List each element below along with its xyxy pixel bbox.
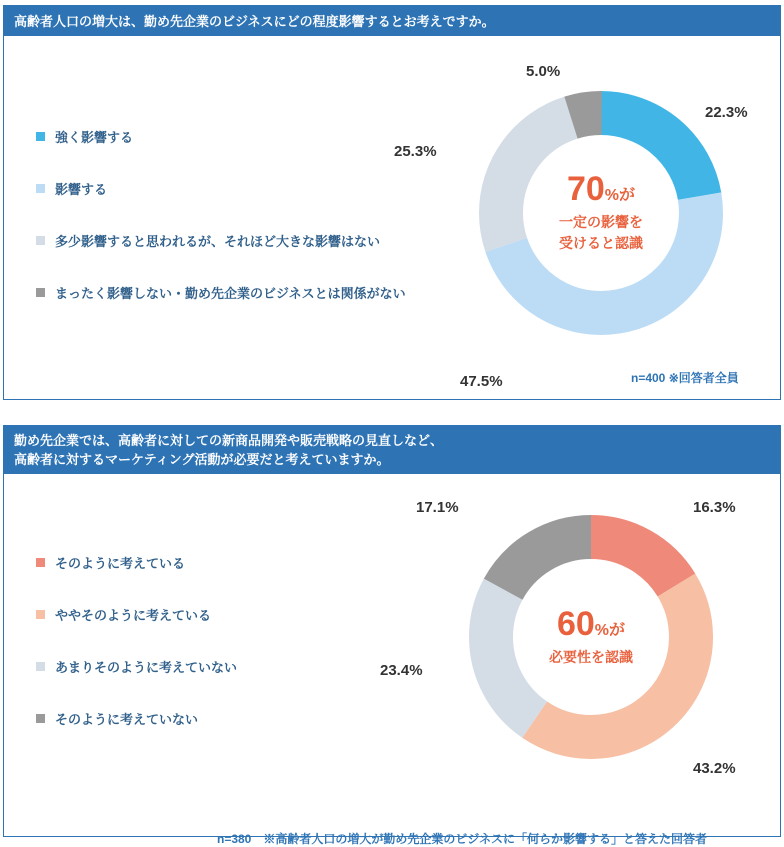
donut-chart-2 — [380, 499, 736, 777]
donut-1-label-1: 22.3% — [705, 104, 748, 121]
legend-item — [36, 554, 237, 570]
footnote-1: n=400 ※回答者全員 — [631, 371, 739, 385]
legend-item — [36, 710, 237, 726]
legend-swatch-icon — [36, 184, 45, 193]
panel-2-body — [4, 474, 780, 846]
donut-2-center-unit: %が — [594, 621, 626, 639]
donut-svg-1 — [466, 78, 736, 348]
legend-item — [36, 180, 406, 196]
legend-swatch-icon — [36, 132, 45, 141]
panel-question-2 — [3, 425, 781, 846]
legend-item-label: そのように考えていない — [55, 711, 199, 727]
legend-item-label: ややそのように考えている — [55, 607, 212, 623]
panel-2-title-line-2: 高齢者に対するマーケティング活動が必要だと考えていますか。 — [14, 451, 390, 467]
legend-item-label: 影響する — [55, 181, 108, 197]
legend-swatch-icon — [36, 236, 45, 245]
donut-1-label-3: 25.3% — [394, 143, 437, 160]
legend-item-label: まったく影響しない・勤め先企業のビジネスとは関係がない — [55, 285, 406, 301]
donut-1-center-text-line-2: 受けると認識 — [559, 235, 643, 251]
panel-1-body — [4, 36, 780, 399]
legend-item — [36, 606, 237, 622]
legend-item-label: 強く影響する — [55, 129, 134, 145]
donut-svg-2 — [456, 502, 726, 772]
donut-2-center-text-line-1: 必要性を認識 — [549, 648, 633, 665]
donut-1-label-4: 5.0% — [526, 63, 561, 80]
donut-2-label-2: 43.2% — [693, 760, 736, 777]
legend-swatch-icon — [36, 662, 45, 671]
panel-question-1 — [3, 5, 781, 400]
legend-item-label: そのように考えている — [55, 555, 186, 571]
legend-swatch-icon — [36, 558, 45, 567]
legend-item — [36, 128, 406, 144]
donut-1-center-number: 70 — [566, 170, 605, 208]
panel-2-header — [4, 426, 780, 474]
footnote-2: n=380 ※高齢者人口の増大が勤め先企業のビジネスに「何らか影響する」と答えた回答者 — [217, 832, 708, 846]
legend-swatch-icon — [36, 610, 45, 619]
panel-2-title-line-1: 勤め先企業では、高齢者に対しての新商品開発や販売戦略の見直しなど、 — [14, 433, 444, 448]
legend-item-label: 多少影響すると思われるが、それほど大きな影響はない — [55, 233, 381, 249]
legend-item-label: あまりそのように考えていない — [55, 659, 238, 675]
donut-1-center-unit: %が — [604, 187, 636, 204]
legend-item — [36, 284, 406, 300]
donut-2-label-3: 23.4% — [380, 662, 423, 679]
panel-1-header — [4, 6, 780, 36]
donut-2-center-number: 60 — [556, 604, 595, 643]
legend-2 — [36, 554, 237, 762]
legend-swatch-icon — [36, 714, 45, 723]
legend-item — [36, 232, 406, 248]
panel-1-title-line-1: 高齢者人口の増大は、勤め先企業のビジネスにどの程度影響するとお考えですか。 — [14, 14, 495, 29]
legend-item — [36, 658, 237, 674]
legend-swatch-icon — [36, 288, 45, 297]
donut-2-label-1: 16.3% — [693, 499, 736, 516]
donut-1-label-2: 47.5% — [460, 373, 503, 390]
donut-2-label-4: 17.1% — [416, 499, 459, 516]
legend-1 — [36, 128, 406, 336]
donut-1-center-text-line-1: 一定の影響を — [559, 214, 643, 230]
